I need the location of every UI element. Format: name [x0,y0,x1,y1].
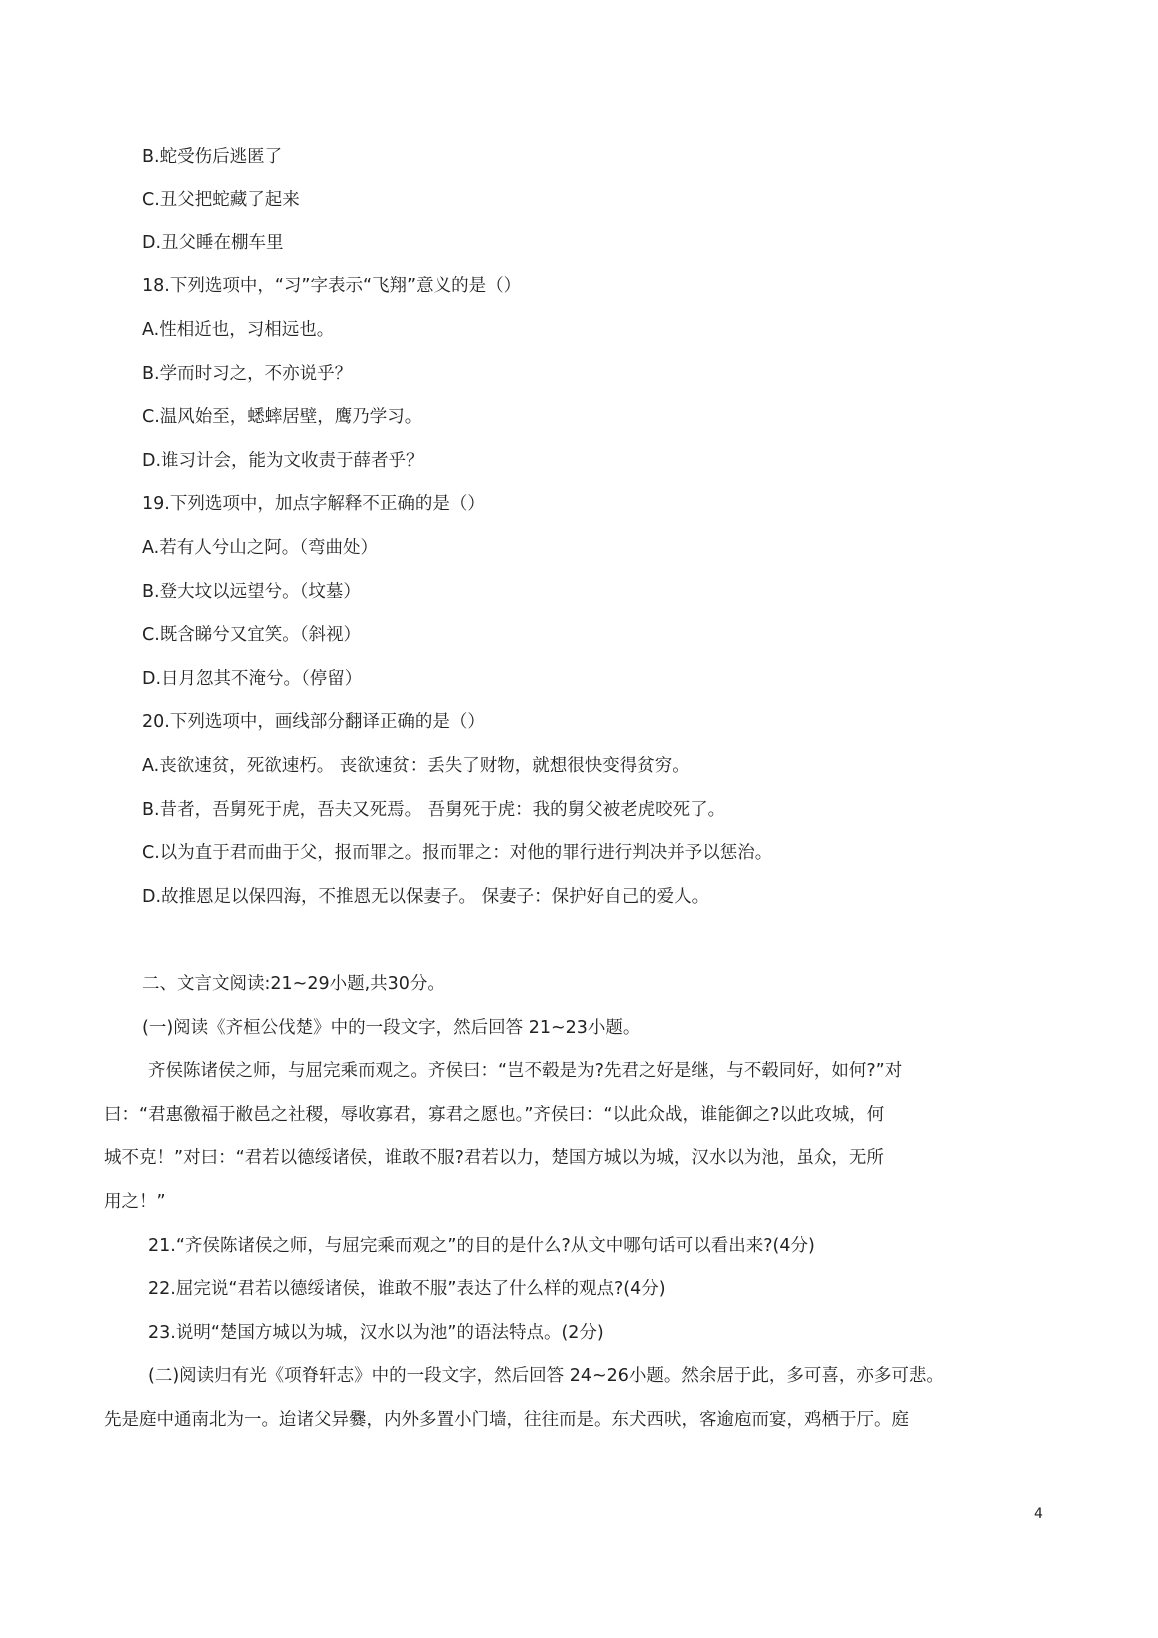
q18-option-c: C.温风始至，蟋蟀居壁，鹰乃学习。 [142,407,423,427]
q20-stem: 20.下列选项中，画线部分翻译正确的是（） [142,712,485,732]
q20-option-c: C.以为直于君而曲于父，报而罪之。报而罪之：对他的罪行进行判决并予以惩治。 [142,843,773,863]
part2-intro-line-2: 先是庭中通南北为一。迨诸父异爨，内外多置小门墙，往往而是。东犬西吠，客逾庖而宴，鸡栖于厅。庭 [104,1410,909,1430]
q17-option-b: B.蛇受伤后逃匿了 [142,147,283,167]
q18-option-b: B.学而时习之，不亦说乎？ [142,364,353,384]
q20-option-a: A.丧欲速贫，死欲速朽。 丧欲速贫：丢失了财物，就想很快变得贫穷。 [142,756,690,776]
question-22: 22.屈完说“君若以德绥诸侯，谁敢不服”表达了什么样的观点?(4分) [148,1279,666,1299]
q19-option-d: D.日月忽其不淹兮。（停留） [142,669,363,689]
page-number: 4 [1034,1506,1043,1522]
q19-option-b: B.登大坟以远望兮。（坟墓） [142,582,361,602]
q18-option-d: D.谁习计会，能为文收责于薛者乎？ [142,451,424,471]
q17-option-d: D.丑父睡在棚车里 [142,233,284,253]
q18-option-a: A.性相近也，习相远也。 [142,320,335,340]
q18-stem: 18.下列选项中，“习”字表示“飞翔”意义的是（） [142,276,522,296]
part1-intro: (一)阅读《齐桓公伐楚》中的一段文字，然后回答 21~23小题。 [142,1018,641,1038]
section-heading: 二、文言文阅读:21~29小题,共30分。 [142,974,445,994]
part2-intro-line-1: (二)阅读归有光《项脊轩志》中的一段文字，然后回答 24~26小题。然余居于此，多可喜，亦多可悲。 [148,1366,944,1386]
question-21: 21.“齐侯陈诸侯之师，与屈完乘而观之”的目的是什么?从文中哪句话可以看出来?(4分) [148,1236,815,1256]
q20-option-b: B.昔者，吾舅死于虎，吾夫又死焉。 吾舅死于虎：我的舅父被老虎咬死了。 [142,800,726,820]
passage-line-4: 用之！” [104,1192,166,1212]
question-23: 23.说明“楚国方城以为城，汉水以为池”的语法特点。(2分) [148,1323,604,1343]
q19-stem: 19.下列选项中，加点字解释不正确的是（） [142,494,485,514]
passage-line-3: 城不克！”对曰：“君若以德绥诸侯，谁敢不服?君若以力，楚国方城以为城，汉水以为池，虽众，无所 [104,1148,884,1168]
passage-line-1: 齐侯陈诸侯之师，与屈完乘而观之。齐侯曰：“岂不毂是为?先君之好是继，与不毂同好，如何?”对 [148,1061,903,1081]
q19-option-c: C.既含睇兮又宜笑。（斜视） [142,625,362,645]
passage-line-2: 曰：“君惠徼福于敝邑之社稷，辱收寡君，寡君之愿也。”齐侯曰：“以此众战，谁能御之?以此攻城，何 [104,1105,885,1125]
q17-option-c: C.丑父把蛇藏了起来 [142,190,300,210]
q19-option-a: A.若有人兮山之阿。（弯曲处） [142,538,378,558]
q20-option-d: D.故推恩足以保四海，不推恩无以保妻子。 保妻子：保护好自己的爱人。 [142,887,710,907]
